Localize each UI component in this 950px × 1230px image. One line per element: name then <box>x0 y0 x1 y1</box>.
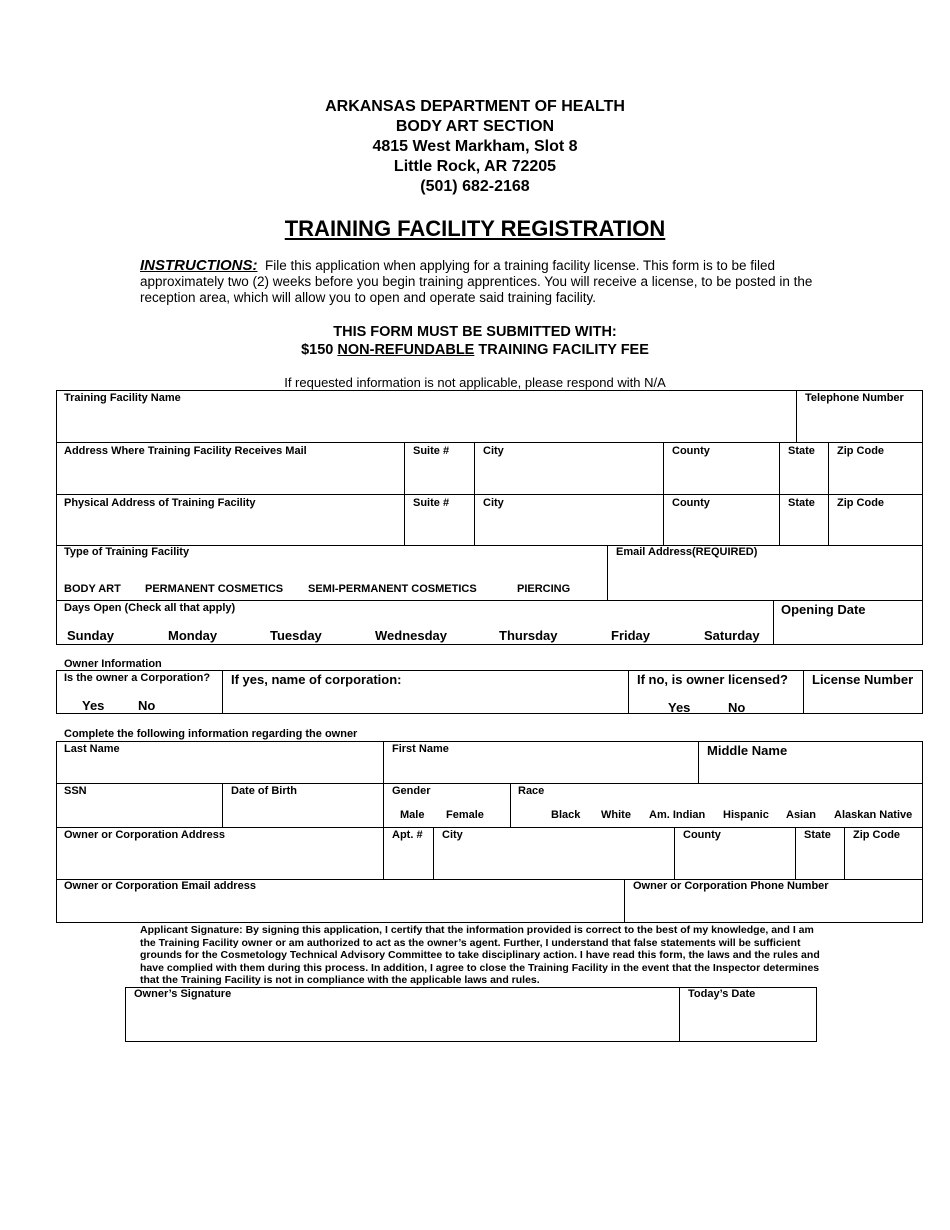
licensed-no[interactable]: No <box>728 700 746 715</box>
gender-male[interactable]: Male <box>400 809 425 821</box>
race-hispanic[interactable]: Hispanic <box>723 809 769 821</box>
owner-city-field[interactable]: City <box>442 829 463 841</box>
ssn-field[interactable]: SSN <box>64 785 87 797</box>
day-friday[interactable]: Friday <box>611 628 651 643</box>
agency-name: ARKANSAS DEPARTMENT OF HEALTH <box>325 98 625 115</box>
physical-zip-field[interactable]: Zip Code <box>837 497 885 509</box>
na-note: If requested information is not applicable, please respond with N/A <box>284 375 666 390</box>
race-alaskan-native[interactable]: Alaskan Native <box>834 809 913 821</box>
gender-label: Gender <box>392 785 431 797</box>
owner-details-section: Complete the following information regarding the owner <box>64 728 358 740</box>
dob-field[interactable]: Date of Birth <box>231 785 297 797</box>
owner-zip-field[interactable]: Zip Code <box>853 829 901 841</box>
licensed-yes[interactable]: Yes <box>668 700 691 715</box>
facility-phone-field[interactable]: Telephone Number <box>805 392 904 404</box>
type-permanent-cosmetics[interactable]: PERMANENT COSMETICS <box>145 583 284 595</box>
day-saturday[interactable]: Saturday <box>704 628 760 643</box>
day-tuesday[interactable]: Tuesday <box>270 628 322 643</box>
first-name-field[interactable]: First Name <box>392 743 449 755</box>
last-name-field[interactable]: Last Name <box>64 743 120 755</box>
section-name: BODY ART SECTION <box>395 118 555 135</box>
mail-suite-field[interactable]: Suite # <box>413 445 450 457</box>
physical-city-field[interactable]: City <box>483 497 504 509</box>
todays-date-field[interactable]: Today’s Date <box>688 988 756 1000</box>
owner-info-section: Owner Information <box>64 658 162 670</box>
facility-email-field[interactable]: Email Address(REQUIRED) <box>616 546 758 558</box>
type-piercing[interactable]: PIERCING <box>517 583 571 595</box>
fee-notice <box>0 341 950 359</box>
physical-address-field[interactable]: Physical Address of Training Facility <box>64 497 256 509</box>
license-number-field[interactable]: License Number <box>812 672 914 687</box>
race-black[interactable]: Black <box>551 809 581 821</box>
gender-female[interactable]: Female <box>446 809 484 821</box>
signature-statement: Applicant Signature: By signing this application, I certify that the information provided is correct to the best of my knowledge, and I am the Training Facility owner or am authorized to act as the owner’s agent. Further, I understand that false statements will be sufficient grounds for the Cosmetology Technical Advisory Committee to take disciplinary action. I have read this form, the laws and the rules and have complied with them during this process. In addition, I agree to close the Training Facility in the event that the Inspector determines that the Training Facility is not in compliance with the applicable laws and rules. <box>140 924 820 986</box>
race-white[interactable]: White <box>601 809 631 821</box>
instructions <box>140 258 815 306</box>
owner-licensed-label: If no, is owner licensed? <box>637 672 788 687</box>
is-corporation-label: Is the owner a Corporation? <box>64 672 211 684</box>
race-asian[interactable]: Asian <box>786 809 816 821</box>
corporation-yes[interactable]: Yes <box>82 698 105 713</box>
physical-suite-field[interactable]: Suite # <box>413 497 450 509</box>
physical-county-field[interactable]: County <box>672 497 710 509</box>
day-sunday[interactable]: Sunday <box>67 628 114 643</box>
type-body-art[interactable]: BODY ART <box>64 583 121 595</box>
facility-type-label: Type of Training Facility <box>64 546 190 558</box>
instructions-label: INSTRUCTIONS <box>140 257 253 274</box>
day-thursday[interactable]: Thursday <box>499 628 558 643</box>
instructions-colon: : <box>252 257 258 274</box>
owner-address-field[interactable]: Owner or Corporation Address <box>64 829 225 841</box>
physical-state-field[interactable]: State <box>788 497 815 509</box>
mail-county-field[interactable]: County <box>672 445 710 457</box>
owner-county-field[interactable]: County <box>683 829 721 841</box>
mail-zip-field[interactable]: Zip Code <box>837 445 885 457</box>
middle-name-field[interactable]: Middle Name <box>707 743 788 758</box>
type-semi-permanent-cosmetics[interactable]: SEMI-PERMANENT COSMETICS <box>308 583 477 595</box>
day-monday[interactable]: Monday <box>168 628 218 643</box>
fee-suffix: TRAINING FACILITY FEE <box>474 342 649 358</box>
fee-prefix: $150 <box>301 342 338 358</box>
owner-apt-field[interactable]: Apt. # <box>392 829 423 841</box>
instructions-text: File this application when applying for a training facility license. This form is to be filed approximately two (2) weeks before you begin training apprentices. You will receive a license, to be posted in the reception area, which will allow you to open and operate said training facility. <box>140 258 813 305</box>
corporation-name-field[interactable]: If yes, name of corporation: <box>231 672 402 687</box>
submit-notice: THIS FORM MUST BE SUBMITTED WITH: <box>333 324 617 340</box>
mail-state-field[interactable]: State <box>788 445 815 457</box>
race-am-indian[interactable]: Am. Indian <box>649 809 706 821</box>
agency-phone: (501) 682-2168 <box>420 178 530 195</box>
city-state-zip: Little Rock, AR 72205 <box>393 158 557 175</box>
owner-email-field[interactable]: Owner or Corporation Email address <box>64 880 256 892</box>
owner-state-field[interactable]: State <box>804 829 831 841</box>
mail-city-field[interactable]: City <box>483 445 504 457</box>
race-label: Race <box>518 785 545 797</box>
page-title: TRAINING FACILITY REGISTRATION <box>284 216 666 241</box>
fee-nonrefundable: NON-REFUNDABLE <box>337 342 475 358</box>
opening-date-field[interactable]: Opening Date <box>781 602 866 617</box>
mail-address-field[interactable]: Address Where Training Facility Receives Mail <box>64 445 307 457</box>
day-wednesday[interactable]: Wednesday <box>375 628 448 643</box>
corporation-no[interactable]: No <box>138 698 156 713</box>
owner-signature-field[interactable]: Owner’s Signature <box>134 988 232 1000</box>
facility-name-field[interactable]: Training Facility Name <box>64 392 181 404</box>
street-address: 4815 West Markham, Slot 8 <box>372 138 578 155</box>
owner-phone-field[interactable]: Owner or Corporation Phone Number <box>633 880 829 892</box>
days-open-label: Days Open (Check all that apply) <box>64 602 236 614</box>
